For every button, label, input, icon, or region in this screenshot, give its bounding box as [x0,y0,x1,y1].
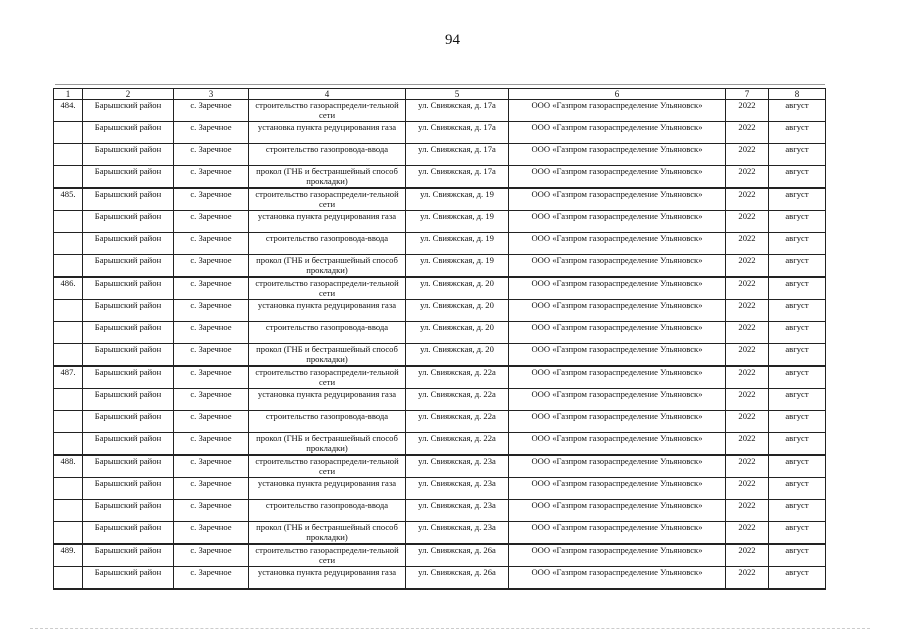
settlement-cell: с. Заречное [174,544,249,567]
row-number [54,433,83,456]
organization-cell: ООО «Газпром газораспределение Ульяновск» [509,411,726,433]
district-cell: Барышский район [83,188,174,211]
header-rule [55,84,825,85]
organization-cell: ООО «Газпром газораспределение Ульяновск» [509,344,726,367]
col-header-3: 3 [174,89,249,100]
row-number [54,300,83,322]
settlement-cell: с. Заречное [174,344,249,367]
settlement-cell: с. Заречное [174,478,249,500]
settlement-cell: с. Заречное [174,389,249,411]
table-body [54,100,826,590]
scan-artifact-line [30,628,870,632]
district-cell: Барышский район [83,544,174,567]
month-cell: август [769,366,826,389]
district-cell: Барышский район [83,144,174,166]
year-cell: 2022 [726,233,769,255]
table-header [54,89,826,100]
row-number: 484. [54,100,83,122]
organization-cell: ООО «Газпром газораспределение Ульяновск» [509,122,726,144]
table-row [54,211,826,233]
organization-cell: ООО «Газпром газораспределение Ульяновск» [509,389,726,411]
address-cell: ул. Свияжская, д. 19 [406,211,509,233]
district-cell: Барышский район [83,233,174,255]
table-row [54,478,826,500]
settlement-cell: с. Заречное [174,455,249,478]
organization-cell: ООО «Газпром газораспределение Ульяновск» [509,478,726,500]
district-cell: Барышский район [83,411,174,433]
year-cell: 2022 [726,166,769,189]
month-cell: август [769,300,826,322]
year-cell: 2022 [726,389,769,411]
address-cell: ул. Свияжская, д. 17а [406,144,509,166]
month-cell: август [769,255,826,278]
month-cell: август [769,166,826,189]
year-cell: 2022 [726,544,769,567]
organization-cell: ООО «Газпром газораспределение Ульяновск» [509,522,726,545]
row-number [54,255,83,278]
col-header-5: 5 [406,89,509,100]
work-type-cell: строительство газораспредели-тельной сети [249,100,406,122]
work-type-cell: установка пункта редуцирования газа [249,567,406,590]
table-row [54,144,826,166]
work-type-cell: прокол (ГНБ и бестраншейный способ прокладки) [249,255,406,278]
district-cell: Барышский район [83,344,174,367]
district-cell: Барышский район [83,122,174,144]
work-type-cell: установка пункта редуцирования газа [249,478,406,500]
row-number [54,567,83,590]
table-row [54,233,826,255]
table-row [54,522,826,545]
organization-cell: ООО «Газпром газораспределение Ульяновск» [509,433,726,456]
row-number [54,389,83,411]
organization-cell: ООО «Газпром газораспределение Ульяновск» [509,455,726,478]
table-row [54,322,826,344]
work-type-cell: строительство газопровода-ввода [249,233,406,255]
settlement-cell: с. Заречное [174,322,249,344]
table-row [54,411,826,433]
address-cell: ул. Свияжская, д. 19 [406,233,509,255]
district-cell: Барышский район [83,433,174,456]
work-type-cell: прокол (ГНБ и бестраншейный способ прокладки) [249,522,406,545]
address-cell: ул. Свияжская, д. 23а [406,522,509,545]
table-row [54,188,826,211]
address-cell: ул. Свияжская, д. 26а [406,544,509,567]
month-cell: август [769,478,826,500]
district-cell: Барышский район [83,567,174,590]
year-cell: 2022 [726,344,769,367]
col-header-1: 1 [54,89,83,100]
month-cell: август [769,144,826,166]
row-number: 486. [54,277,83,300]
year-cell: 2022 [726,411,769,433]
district-cell: Барышский район [83,255,174,278]
year-cell: 2022 [726,433,769,456]
month-cell: август [769,522,826,545]
year-cell: 2022 [726,567,769,590]
table-row [54,300,826,322]
year-cell: 2022 [726,455,769,478]
organization-cell: ООО «Газпром газораспределение Ульяновск» [509,500,726,522]
address-cell: ул. Свияжская, д. 22а [406,389,509,411]
table-row [54,433,826,456]
work-type-cell: прокол (ГНБ и бестраншейный способ прокладки) [249,433,406,456]
month-cell: август [769,433,826,456]
address-cell: ул. Свияжская, д. 22а [406,433,509,456]
col-header-2: 2 [83,89,174,100]
work-type-cell: строительство газопровода-ввода [249,500,406,522]
organization-cell: ООО «Газпром газораспределение Ульяновск» [509,277,726,300]
row-number [54,500,83,522]
table-row [54,277,826,300]
district-cell: Барышский район [83,211,174,233]
work-type-cell: установка пункта редуцирования газа [249,211,406,233]
row-number [54,144,83,166]
header-row [54,89,826,100]
row-number: 489. [54,544,83,567]
table-row [54,389,826,411]
organization-cell: ООО «Газпром газораспределение Ульяновск» [509,567,726,590]
settlement-cell: с. Заречное [174,433,249,456]
col-header-6: 6 [509,89,726,100]
table-row [54,122,826,144]
settlement-cell: с. Заречное [174,366,249,389]
address-cell: ул. Свияжская, д. 19 [406,188,509,211]
work-type-cell: строительство газораспредели-тельной сети [249,544,406,567]
month-cell: август [769,188,826,211]
year-cell: 2022 [726,211,769,233]
col-header-7: 7 [726,89,769,100]
work-type-cell: прокол (ГНБ и бестраншейный способ прокладки) [249,344,406,367]
year-cell: 2022 [726,322,769,344]
work-type-cell: строительство газораспредели-тельной сети [249,277,406,300]
address-cell: ул. Свияжская, д. 20 [406,277,509,300]
work-type-cell: строительство газораспредели-тельной сети [249,366,406,389]
table-row [54,567,826,590]
settlement-cell: с. Заречное [174,500,249,522]
address-cell: ул. Свияжская, д. 26а [406,567,509,590]
month-cell: август [769,567,826,590]
district-cell: Барышский район [83,478,174,500]
month-cell: август [769,455,826,478]
row-number [54,233,83,255]
settlement-cell: с. Заречное [174,166,249,189]
settlement-cell: с. Заречное [174,522,249,545]
district-cell: Барышский район [83,277,174,300]
row-number [54,322,83,344]
work-type-cell: прокол (ГНБ и бестраншейный способ прокладки) [249,166,406,189]
settlement-cell: с. Заречное [174,144,249,166]
table-row [54,255,826,278]
address-cell: ул. Свияжская, д. 22а [406,411,509,433]
settlement-cell: с. Заречное [174,255,249,278]
year-cell: 2022 [726,255,769,278]
gasification-table [53,88,826,590]
row-number [54,522,83,545]
month-cell: август [769,122,826,144]
row-number [54,166,83,189]
address-cell: ул. Свияжская, д. 20 [406,344,509,367]
col-header-8: 8 [769,89,826,100]
organization-cell: ООО «Газпром газораспределение Ульяновск» [509,166,726,189]
work-type-cell: установка пункта редуцирования газа [249,389,406,411]
work-type-cell: строительство газопровода-ввода [249,322,406,344]
table-row [54,100,826,122]
address-cell: ул. Свияжская, д. 20 [406,322,509,344]
district-cell: Барышский район [83,522,174,545]
month-cell: август [769,344,826,367]
year-cell: 2022 [726,144,769,166]
month-cell: август [769,277,826,300]
year-cell: 2022 [726,500,769,522]
year-cell: 2022 [726,478,769,500]
settlement-cell: с. Заречное [174,211,249,233]
settlement-cell: с. Заречное [174,188,249,211]
month-cell: август [769,322,826,344]
organization-cell: ООО «Газпром газораспределение Ульяновск» [509,300,726,322]
month-cell: август [769,233,826,255]
table-row [54,455,826,478]
district-cell: Барышский район [83,455,174,478]
organization-cell: ООО «Газпром газораспределение Ульяновск» [509,322,726,344]
settlement-cell: с. Заречное [174,411,249,433]
month-cell: август [769,544,826,567]
year-cell: 2022 [726,366,769,389]
work-type-cell: строительство газораспредели-тельной сети [249,455,406,478]
month-cell: август [769,211,826,233]
address-cell: ул. Свияжская, д. 17а [406,166,509,189]
settlement-cell: с. Заречное [174,122,249,144]
col-header-4: 4 [249,89,406,100]
district-cell: Барышский район [83,166,174,189]
settlement-cell: с. Заречное [174,277,249,300]
work-type-cell: установка пункта редуцирования газа [249,300,406,322]
row-number: 485. [54,188,83,211]
row-number [54,211,83,233]
row-number [54,344,83,367]
row-number: 487. [54,366,83,389]
organization-cell: ООО «Газпром газораспределение Ульяновск» [509,211,726,233]
district-cell: Барышский район [83,322,174,344]
address-cell: ул. Свияжская, д. 20 [406,300,509,322]
address-cell: ул. Свияжская, д. 23а [406,500,509,522]
table-row [54,544,826,567]
address-cell: ул. Свияжская, д. 23а [406,478,509,500]
table-row [54,166,826,189]
organization-cell: ООО «Газпром газораспределение Ульяновск» [509,255,726,278]
work-type-cell: строительство газопровода-ввода [249,411,406,433]
district-cell: Барышский район [83,500,174,522]
work-type-cell: установка пункта редуцирования газа [249,122,406,144]
month-cell: август [769,100,826,122]
address-cell: ул. Свияжская, д. 17а [406,122,509,144]
table-row [54,500,826,522]
district-cell: Барышский район [83,100,174,122]
month-cell: август [769,389,826,411]
year-cell: 2022 [726,100,769,122]
month-cell: август [769,411,826,433]
year-cell: 2022 [726,122,769,144]
year-cell: 2022 [726,188,769,211]
year-cell: 2022 [726,522,769,545]
table-row [54,344,826,367]
district-cell: Барышский район [83,389,174,411]
month-cell: август [769,500,826,522]
row-number [54,478,83,500]
year-cell: 2022 [726,277,769,300]
district-cell: Барышский район [83,366,174,389]
district-cell: Барышский район [83,300,174,322]
organization-cell: ООО «Газпром газораспределение Ульяновск» [509,188,726,211]
organization-cell: ООО «Газпром газораспределение Ульяновск» [509,144,726,166]
address-cell: ул. Свияжская, д. 23а [406,455,509,478]
table-row [54,366,826,389]
settlement-cell: с. Заречное [174,233,249,255]
address-cell: ул. Свияжская, д. 22а [406,366,509,389]
row-number [54,122,83,144]
organization-cell: ООО «Газпром газораспределение Ульяновск» [509,100,726,122]
address-cell: ул. Свияжская, д. 19 [406,255,509,278]
settlement-cell: с. Заречное [174,300,249,322]
organization-cell: ООО «Газпром газораспределение Ульяновск» [509,544,726,567]
settlement-cell: с. Заречное [174,567,249,590]
year-cell: 2022 [726,300,769,322]
page-number: 94 [445,32,460,48]
organization-cell: ООО «Газпром газораспределение Ульяновск» [509,233,726,255]
row-number: 488. [54,455,83,478]
row-number [54,411,83,433]
organization-cell: ООО «Газпром газораспределение Ульяновск» [509,366,726,389]
settlement-cell: с. Заречное [174,100,249,122]
work-type-cell: строительство газопровода-ввода [249,144,406,166]
address-cell: ул. Свияжская, д. 17а [406,100,509,122]
work-type-cell: строительство газораспредели-тельной сети [249,188,406,211]
